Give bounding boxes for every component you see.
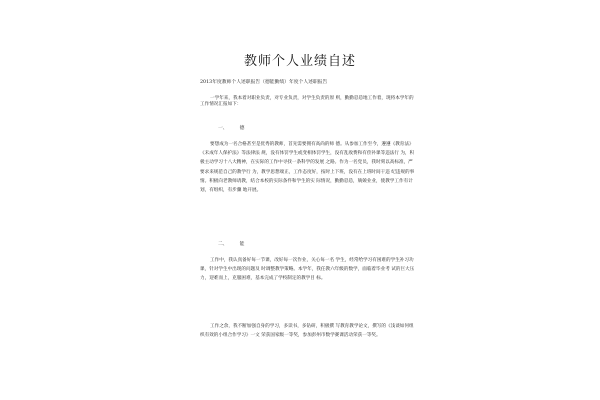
section-title: 能: [239, 242, 245, 247]
section-heading-de: [218, 124, 244, 131]
document-title: 教师个人业绩自述: [243, 54, 356, 69]
section-de-text: 要想成为一名合格甚至是优秀的教师，首先需要拥有高尚的师 德。从参加工作至今，遵遵《教育法》《未成年人保护法》等法律法 规，没有体罚学生或变相体罚学生，没有乱收费和有偿补课等违法行 为，积极主动学习十八大精神，在实际的工作中寻找一条科学的发展 之路。作为一名党员，我时刻以高标准，严要求来规范自己的教学行 为，教学思想端正，工作态度好，按时上下班，没有在上班时间干违 纪违规的事情。积极向老教师请教，结合本校的实际条件和学生的实 际情况，勤勤恳恳，兢兢业业，使教学工作有计划，有组织，有步骤 地开展。: [200, 142, 415, 194]
document-subtitle: 2013年度教师个人述职报告（德能勤绩）年度个人述职报告: [200, 80, 328, 85]
section-title: 德: [239, 126, 245, 131]
section-number: 一、: [218, 126, 228, 131]
intro-text: 一学年来，我本着对职业负责，对专业负责，对学生负责的原 则，勤勤恳恳地工作着，现将本学年的工作情况汇报如下：: [200, 96, 414, 108]
section-de-paragraph: [200, 140, 415, 195]
section-neng-paragraph-2: [200, 322, 415, 340]
intro-paragraph: [200, 96, 415, 109]
section-neng-paragraph-1: [200, 256, 415, 284]
section-number: 二、: [218, 242, 228, 247]
section-neng-text-1: 工作中，我认真备好每一节课，改好每一次作业，关心每一名 学生，经常给学习有困难的学生补习功课，针对学生中出现的问题及 时调整教学策略。本学年，我任教六年级的数学，面临着毕业考 试的巨大压力，迎难而上，克服困难，基本完成了学校制定的教学目 标。: [200, 258, 415, 282]
section-neng-text-2: 工作之余，我不断加强自身的学习，多读书，多钻研，积极撰 写教育教学论文，撰写的《浅谈如何组织有效的小组合作学习》一文 荣获国家级一等奖，参加彭州市数学赛课活动荣获一等奖。: [200, 324, 414, 339]
section-heading-neng: [218, 240, 244, 247]
